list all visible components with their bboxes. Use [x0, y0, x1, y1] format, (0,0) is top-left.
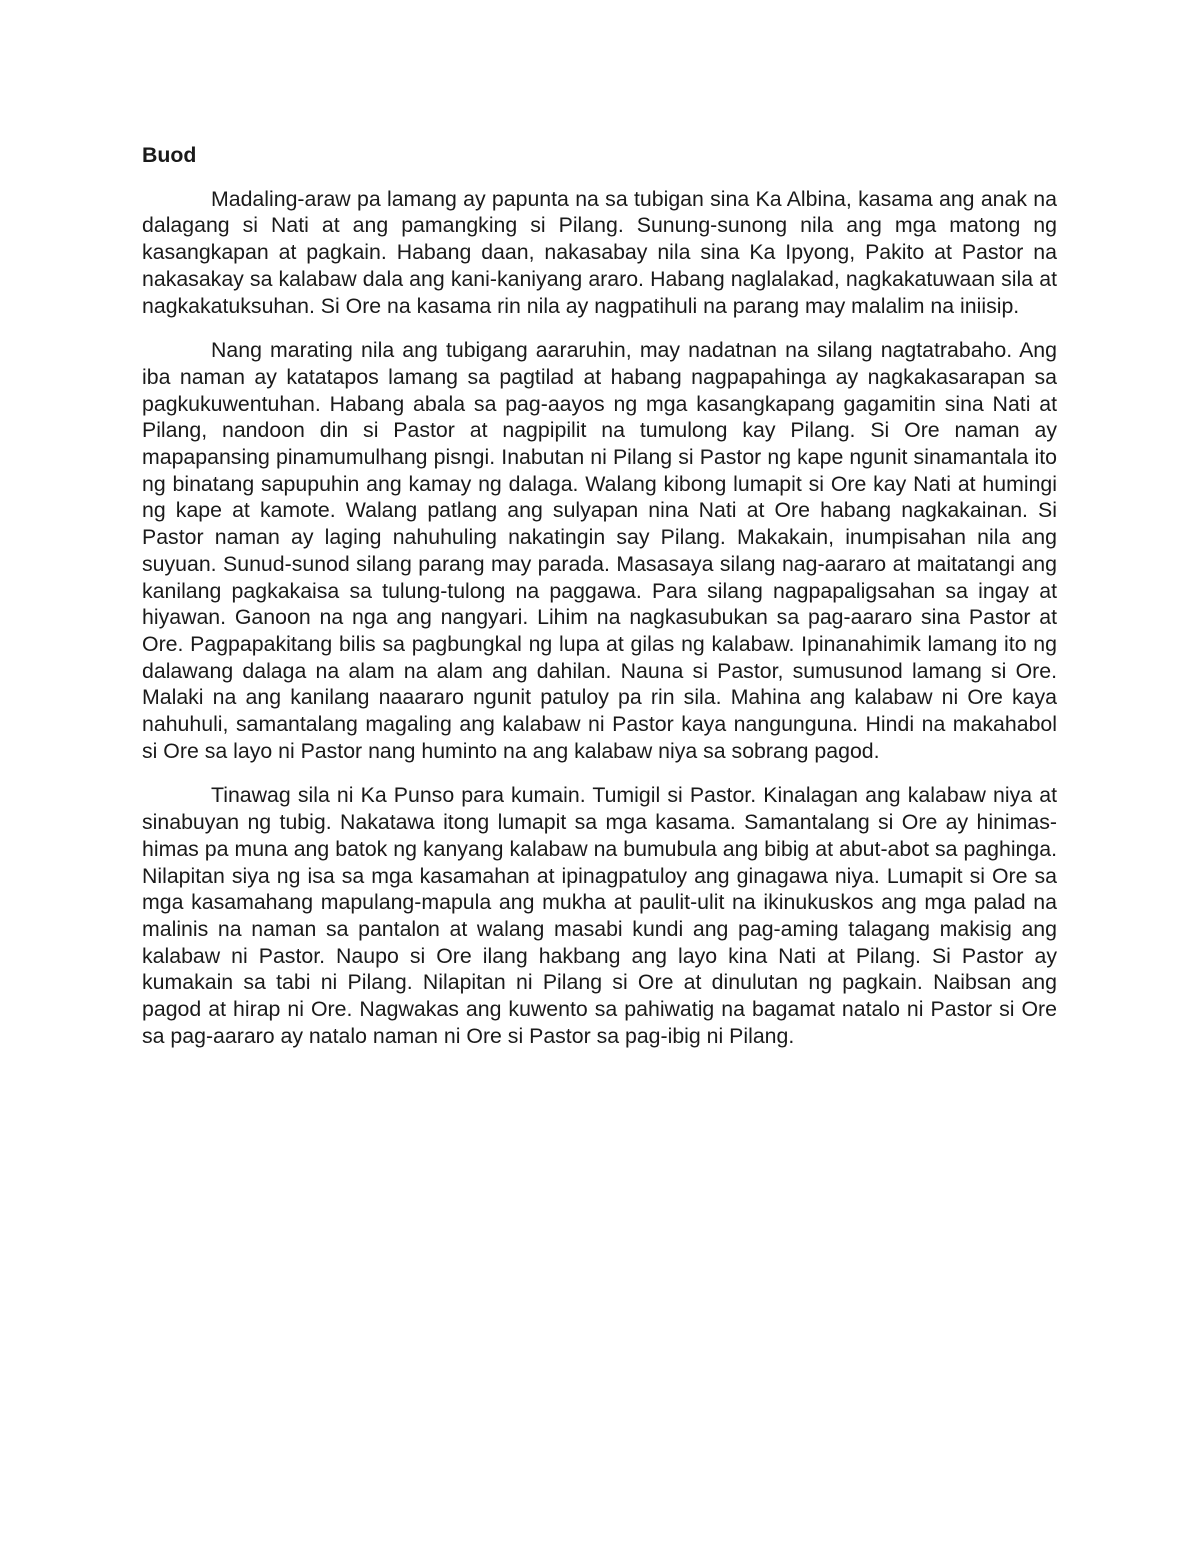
document-heading: Buod — [142, 143, 197, 167]
paragraph-3: Tinawag sila ni Ka Punso para kumain. Tumigil si Pastor. Kinalagan ang kalabaw niya at sinabuyan ng tubig. Nakatawa itong lumapit sa mga kasama. Samantalang si Ore ay hinimas-himas pa muna ang batok ng kanyang kalabaw na bumubula ang bibig at abut-abot sa paghinga. Nilapitan siya ng isa sa mga kasamahan at ipinagpatuloy ang ginagawa niya. Lumapit si Ore sa mga kasamahang mapulang-mapula ang mukha at paulit-ulit na ikinukuskos ang mga palad na malinis na naman sa pantalon at walang masabi kundi ang pag-aming talagang makisig ang kalabaw ni Pastor. Naupo si Ore ilang hakbang ang layo kina Nati at Pilang. Si Pastor ay kumakain sa tabi ni Pilang. Nilapitan ni Pilang si Ore at dinulutan ng pagkain. Naibsan ang pagod at hirap ni Ore. Nagwakas ang kuwento sa pahiwatig na bagamat natalo ni Pastor si Ore sa pag-aararo ay natalo naman ni Ore si Pastor sa pag-ibig ni Pilang. — [142, 783, 1057, 1048]
document-body — [142, 138, 1057, 1068]
paragraph-1: Madaling-araw pa lamang ay papunta na sa tubigan sina Ka Albina, kasama ang anak na dalagang si Nati at ang pamangking si Pilang. Sunung-sunong nila ang mga matong ng kasangkapan at pagkain. Habang daan, nakasabay nila sina Ka Ipyong, Pakito at Pastor na nakasakay sa kalabaw dala ang kani-kaniyang araro. Habang naglalakad, nagkakatuwaan sila at nagkakatuksuhan. Si Ore na kasama rin nila ay nagpatihuli na parang may malalim na iniisip. — [142, 186, 1057, 318]
paragraph-2: Nang marating nila ang tubigang aararuhin, may nadatnan na silang nagtatrabaho. Ang iba naman ay katatapos lamang sa pagtilad at habang nagpapahinga ay nagkakasarapan sa pagkukuwentuhan. Habang abala sa pag-aayos ng mga kasangkapang gagamitin sina Nati at Pilang, nandoon din si Pastor at nagpipilit na tumulong kay Pilang. Si Ore naman ay mapapansing pinamumulhang pisngi. Inabutan ni Pilang si Pastor ng kape ngunit sinamantala ito ng binatang sapupuhin ang kamay ng dalaga. Walang kibong lumapit si Ore kay Nati at humingi ng kape at kamote. Walang patlang ang sulyapan nina Nati at Ore habang nagkakainan. Si Pastor naman ay laging nahuhuling nakatingin say Pilang. Makakain, inumpisahan nila ang suyuan. Sunud-sunod silang parang may parada. Masasaya silang nag-aararo at maitatangi ang kanilang pagkakaisa sa tulung-tulong na paggawa. Para silang nagpapaligsahan sa ingay at hiyawan. Ganoon na nga ang nangyari. Lihim na nagkasubukan sa pag-aararo sina Pastor at Ore. Pagpapakitang bilis sa pagbungkal ng lupa at gilas ng kalabaw. Ipinanahimik lamang ito ng dalawang dalaga na alam na alam ang dahilan. Nauna si Pastor, sumusunod lamang si Ore. Malaki na ang kanilang naaararo ngunit patuloy pa rin sila. Mahina ang kalabaw ni Ore kaya nahuhuli, samantalang magaling ang kalabaw ni Pastor kaya nangunguna. Hindi na makahabol si Ore sa layo ni Pastor nang huminto na ang kalabaw niya sa sobrang pagod. — [142, 338, 1057, 763]
